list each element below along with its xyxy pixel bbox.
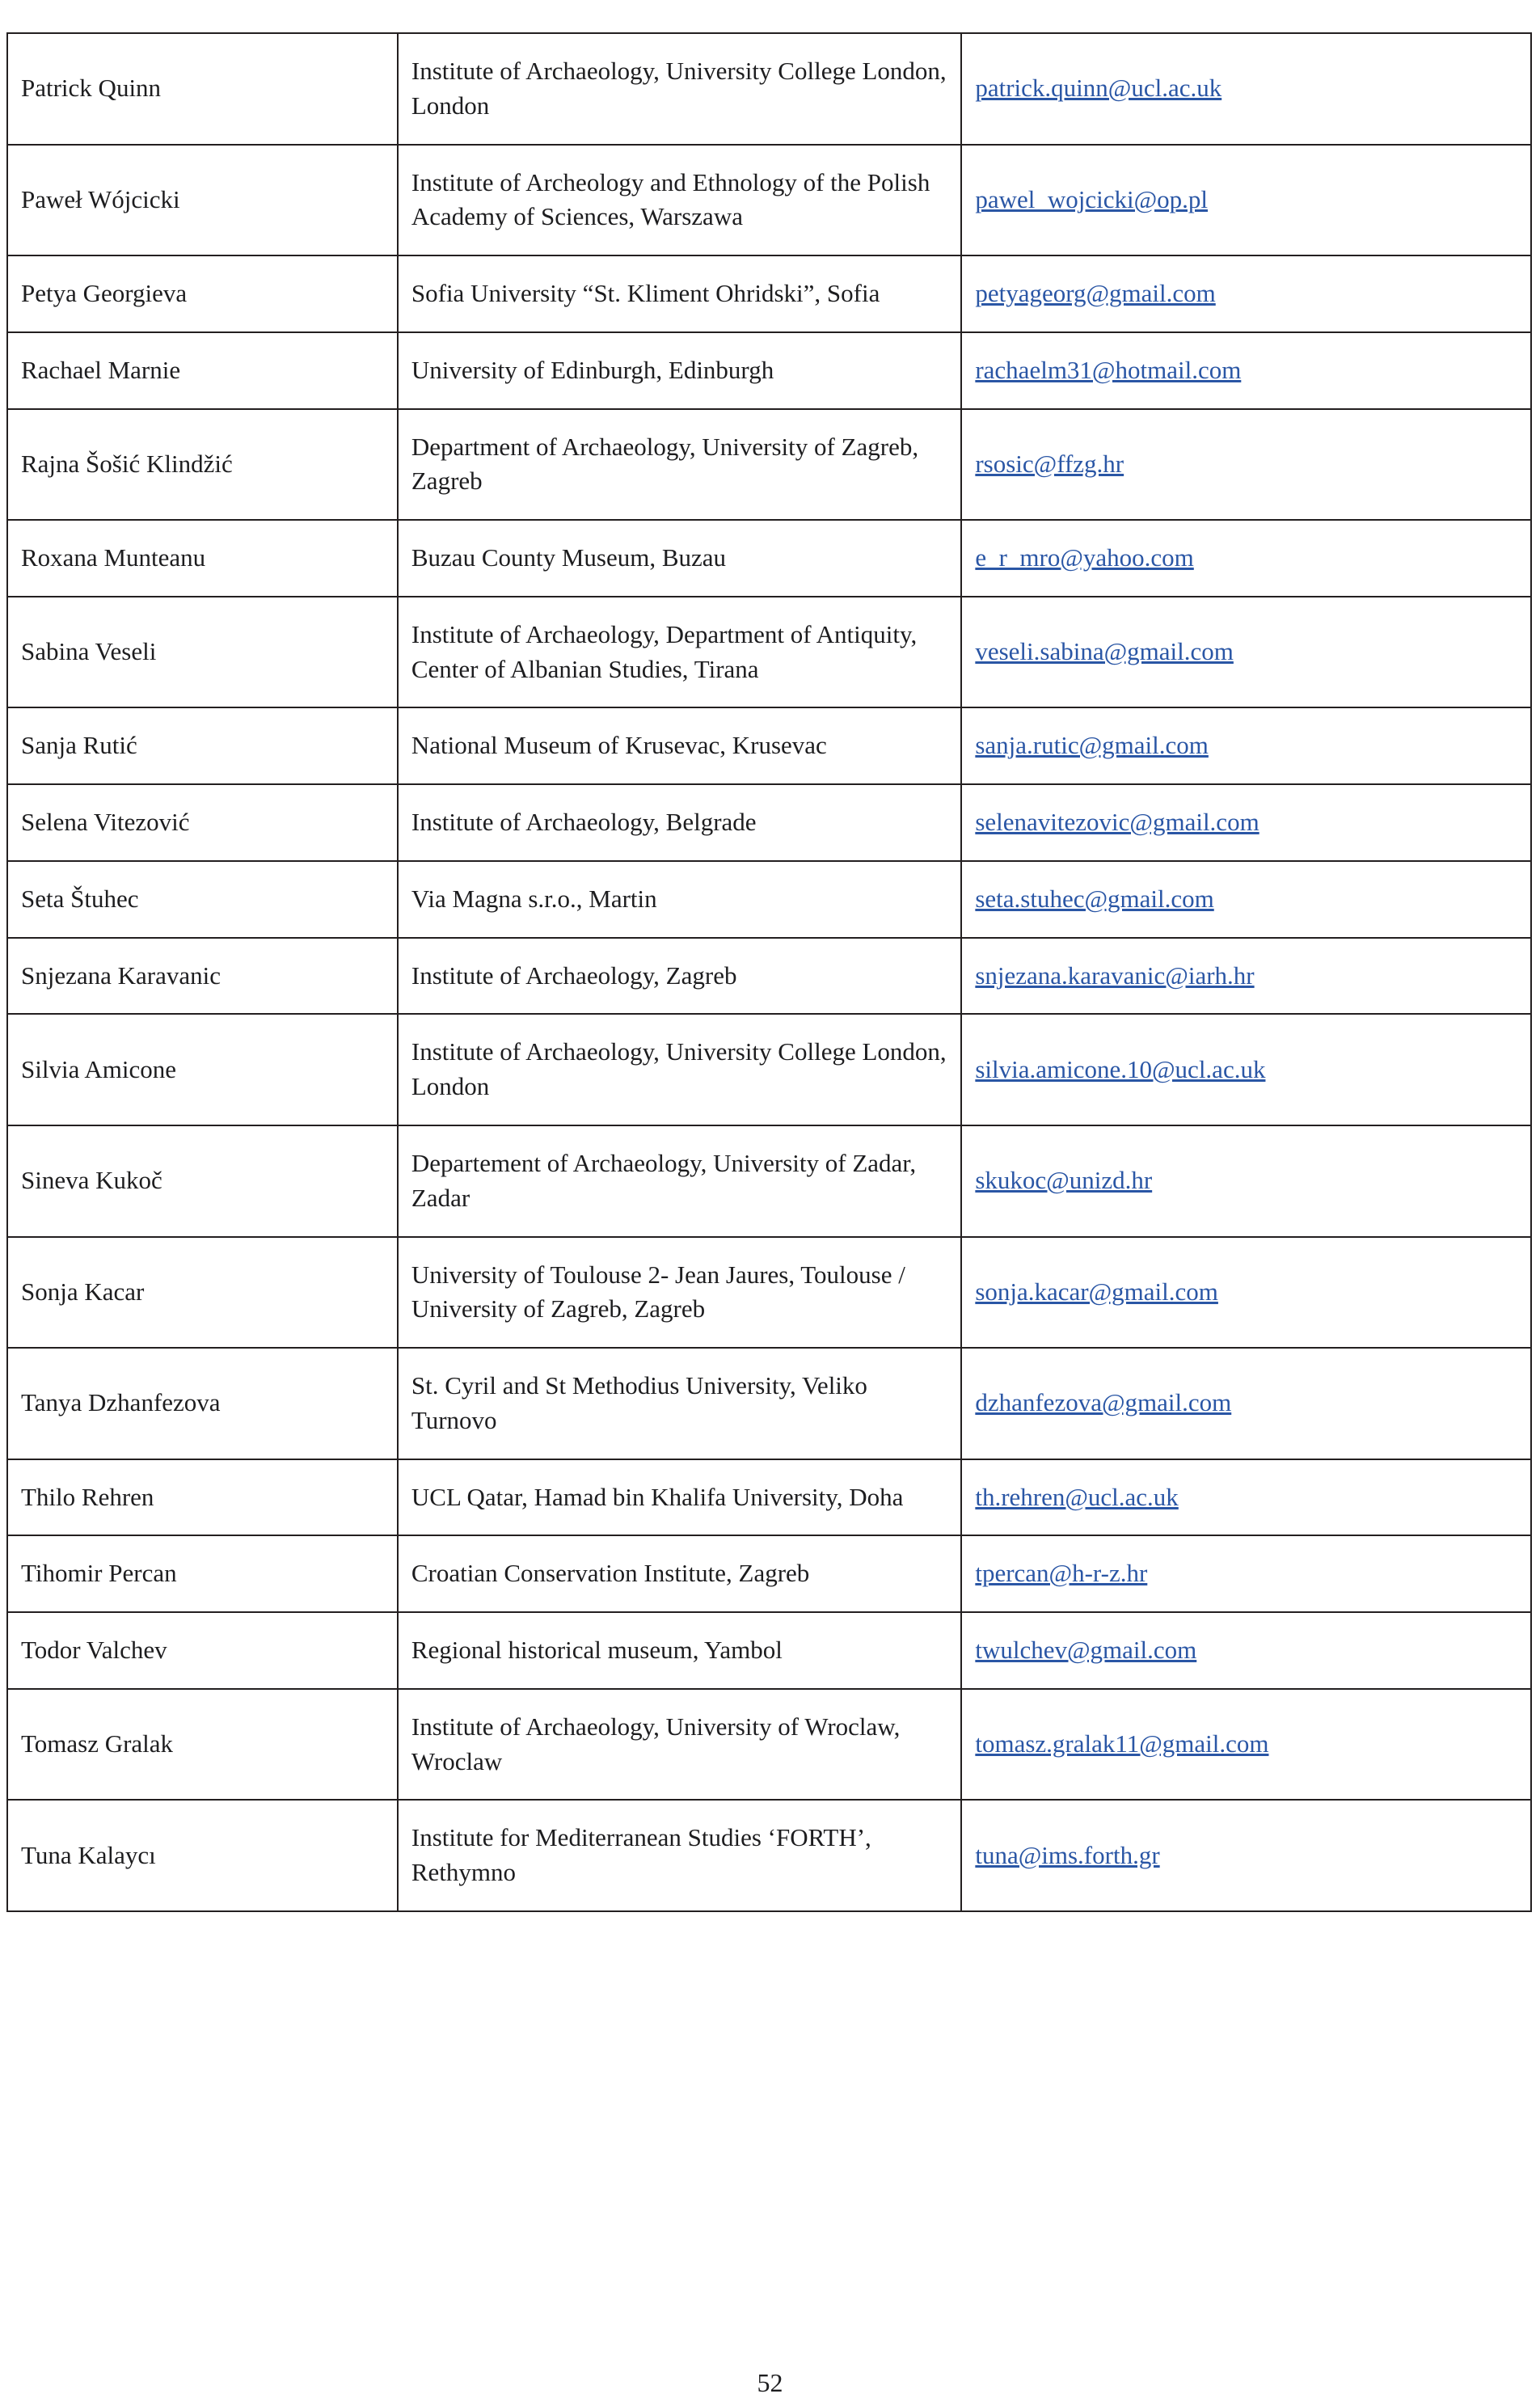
participant-email-link[interactable]: silvia.amicone.10@ucl.ac.uk (975, 1054, 1266, 1083)
page-number: 52 (757, 2368, 783, 2397)
participant-email-link[interactable]: dzhanfezova@gmail.com (975, 1388, 1232, 1417)
table-row (7, 33, 1531, 145)
participant-name: Sonja Kacar (7, 1237, 398, 1349)
table-row (7, 1459, 1531, 1536)
participant-affiliation: University of Toulouse 2- Jean Jaures, Toulouse / University of Zagreb, Zagreb (398, 1237, 961, 1349)
participant-name: Rachael Marnie (7, 332, 398, 409)
table-row (7, 1689, 1531, 1801)
participant-email-link[interactable]: rachaelm31@hotmail.com (975, 355, 1242, 384)
participant-name: Thilo Rehren (7, 1459, 398, 1536)
participant-email-cell (961, 1348, 1531, 1459)
table-row (7, 1348, 1531, 1459)
participant-affiliation: Institute of Archaeology, University College London, London (398, 33, 961, 145)
participant-email-cell (961, 784, 1531, 861)
participant-name: Tanya Dzhanfezova (7, 1348, 398, 1459)
participant-email-link[interactable]: e_r_mro@yahoo.com (975, 543, 1194, 572)
participant-affiliation: UCL Qatar, Hamad bin Khalifa University, Doha (398, 1459, 961, 1536)
participant-name: Tuna Kalaycı (7, 1800, 398, 1911)
participant-email-link[interactable]: veseli.sabina@gmail.com (975, 637, 1234, 666)
participant-affiliation: Institute of Archaeology, Zagreb (398, 938, 961, 1015)
participant-email-link[interactable]: sonja.kacar@gmail.com (975, 1277, 1218, 1306)
table-row (7, 1014, 1531, 1125)
participant-name: Seta Štuhec (7, 861, 398, 938)
participant-email-link[interactable]: sanja.rutic@gmail.com (975, 731, 1209, 760)
participant-affiliation: Croatian Conservation Institute, Zagreb (398, 1535, 961, 1612)
table-row (7, 1237, 1531, 1349)
participant-affiliation: Institute of Archeology and Ethnology of the Polish Academy of Sciences, Warszawa (398, 145, 961, 256)
participant-name: Paweł Wójcicki (7, 145, 398, 256)
participant-name: Sineva Kukoč (7, 1125, 398, 1237)
table-row (7, 861, 1531, 938)
participant-email-cell (961, 938, 1531, 1015)
table-row (7, 1800, 1531, 1911)
participant-affiliation: Regional historical museum, Yambol (398, 1612, 961, 1689)
participant-email-link[interactable]: skukoc@unizd.hr (975, 1166, 1153, 1195)
participant-affiliation: Institute of Archaeology, University College London, London (398, 1014, 961, 1125)
participant-email-cell (961, 1800, 1531, 1911)
participant-email-link[interactable]: pawel_wojcicki@op.pl (975, 184, 1209, 213)
participant-email-cell (961, 597, 1531, 708)
table-row (7, 409, 1531, 521)
participants-table-body (7, 33, 1531, 1911)
participant-name: Petya Georgieva (7, 255, 398, 332)
participant-name: Silvia Amicone (7, 1014, 398, 1125)
participant-email-cell (961, 1535, 1531, 1612)
participant-email-cell (961, 33, 1531, 145)
participant-email-link[interactable]: tomasz.gralak11@gmail.com (975, 1729, 1269, 1758)
table-row (7, 1535, 1531, 1612)
participant-email-cell (961, 255, 1531, 332)
participant-name: Snjezana Karavanic (7, 938, 398, 1015)
participant-email-link[interactable]: tpercan@h-r-z.hr (975, 1559, 1148, 1588)
participant-affiliation: Institute of Archaeology, Department of Antiquity, Center of Albanian Studies, Tirana (398, 597, 961, 708)
participant-name: Sanja Rutić (7, 707, 398, 784)
participant-email-cell (961, 332, 1531, 409)
participant-name: Sabina Veseli (7, 597, 398, 708)
participant-email-link[interactable]: tuna@ims.forth.gr (975, 1840, 1160, 1869)
participant-affiliation: Departement of Archaeology, University of Zadar, Zadar (398, 1125, 961, 1237)
table-row (7, 520, 1531, 597)
participant-email-cell (961, 1689, 1531, 1801)
participant-name: Roxana Munteanu (7, 520, 398, 597)
table-row (7, 145, 1531, 256)
participant-email-link[interactable]: rsosic@ffzg.hr (975, 449, 1124, 478)
participant-email-link[interactable]: patrick.quinn@ucl.ac.uk (975, 74, 1222, 103)
participant-email-cell (961, 409, 1531, 521)
participant-affiliation: Institute of Archaeology, University of Wroclaw, Wroclaw (398, 1689, 961, 1801)
participants-table (6, 32, 1532, 1912)
participant-affiliation: Via Magna s.r.o., Martin (398, 861, 961, 938)
participant-email-link[interactable]: snjezana.karavanic@iarh.hr (975, 960, 1255, 990)
table-row (7, 784, 1531, 861)
participant-email-cell (961, 1125, 1531, 1237)
participant-affiliation: Department of Archaeology, University of Zagreb, Zagreb (398, 409, 961, 521)
participant-email-link[interactable]: selenavitezovic@gmail.com (975, 808, 1259, 837)
table-row (7, 707, 1531, 784)
participant-name: Selena Vitezović (7, 784, 398, 861)
participant-email-link[interactable]: twulchev@gmail.com (975, 1636, 1197, 1665)
participant-email-cell (961, 1612, 1531, 1689)
participant-affiliation: Institute for Mediterranean Studies ‘FORTH’, Rethymno (398, 1800, 961, 1911)
participant-email-link[interactable]: petyageorg@gmail.com (975, 279, 1216, 308)
participant-name: Tomasz Gralak (7, 1689, 398, 1801)
participant-email-link[interactable]: seta.stuhec@gmail.com (975, 884, 1214, 913)
participant-email-cell (961, 520, 1531, 597)
participant-email-cell (961, 1014, 1531, 1125)
participant-name: Rajna Šošić Klindžić (7, 409, 398, 521)
table-row (7, 332, 1531, 409)
participant-affiliation: Sofia University “St. Kliment Ohridski”, Sofia (398, 255, 961, 332)
participant-email-cell (961, 145, 1531, 256)
table-row (7, 1125, 1531, 1237)
participant-affiliation: University of Edinburgh, Edinburgh (398, 332, 961, 409)
table-row (7, 597, 1531, 708)
participant-name: Tihomir Percan (7, 1535, 398, 1612)
participant-email-cell (961, 1237, 1531, 1349)
participant-affiliation: Buzau County Museum, Buzau (398, 520, 961, 597)
participant-affiliation: Institute of Archaeology, Belgrade (398, 784, 961, 861)
table-row (7, 1612, 1531, 1689)
participant-email-link[interactable]: th.rehren@ucl.ac.uk (975, 1482, 1179, 1511)
participant-email-cell (961, 861, 1531, 938)
participant-affiliation: National Museum of Krusevac, Krusevac (398, 707, 961, 784)
participant-name: Todor Valchev (7, 1612, 398, 1689)
table-row (7, 938, 1531, 1015)
participant-email-cell (961, 1459, 1531, 1536)
participant-email-cell (961, 707, 1531, 784)
participant-name: Patrick Quinn (7, 33, 398, 145)
participant-affiliation: St. Cyril and St Methodius University, Veliko Turnovo (398, 1348, 961, 1459)
table-row (7, 255, 1531, 332)
